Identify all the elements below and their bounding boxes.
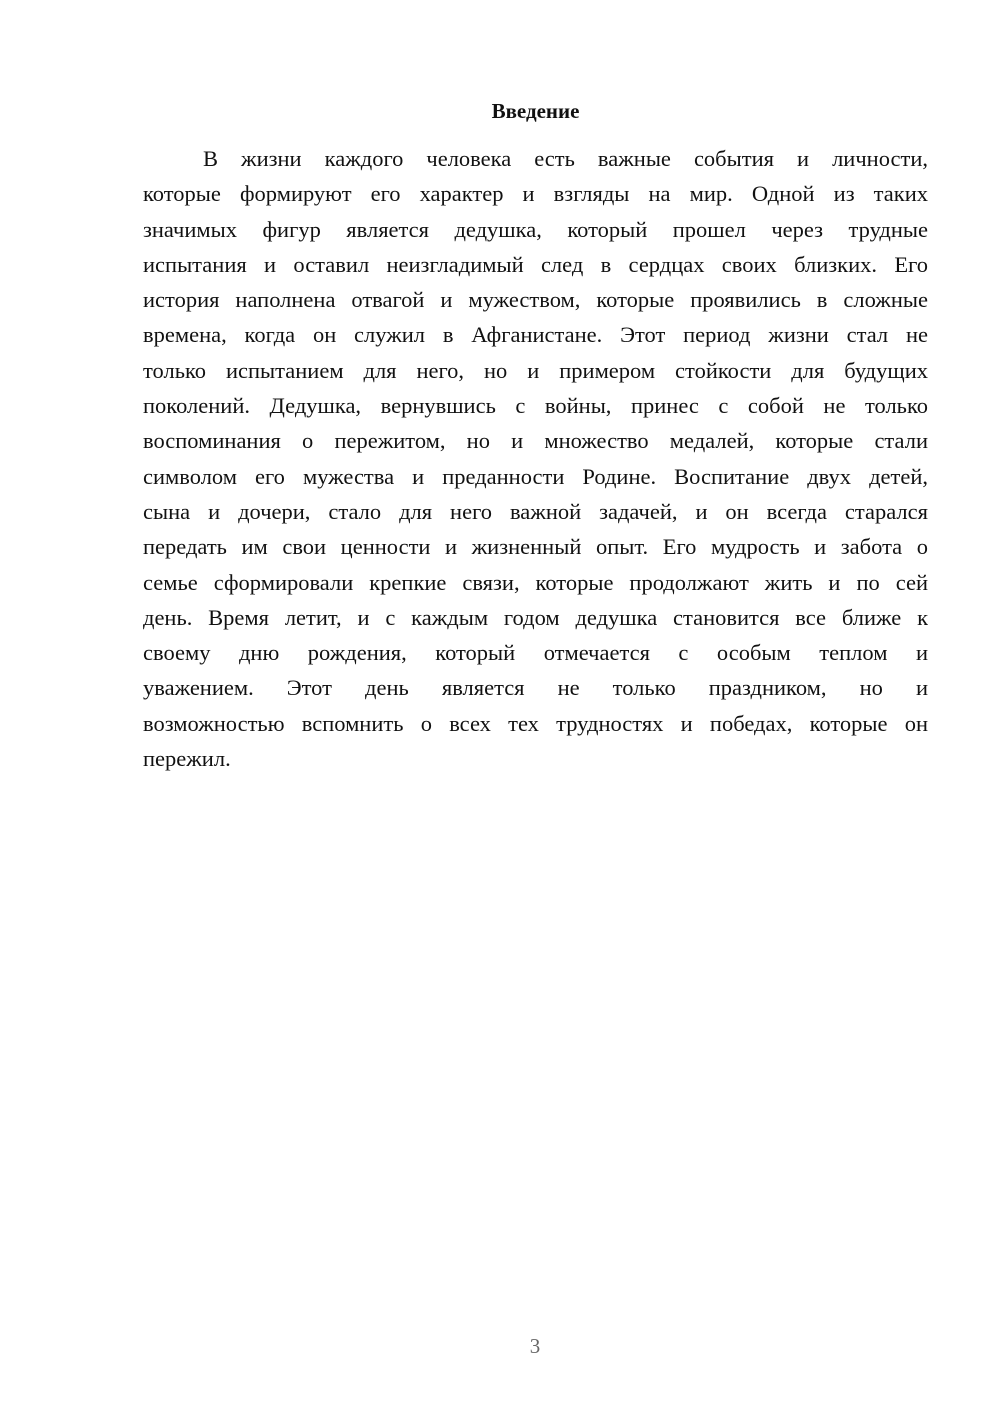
- paragraph-line: только испытанием для него, но и примером стойкости для будущих: [143, 357, 928, 383]
- paragraph-line: которые формируют его характер и взгляды на мир. Одной из таких: [143, 181, 928, 207]
- paragraph-line: сына и дочери, стало для него важной задачей, и он всегда старался: [143, 498, 928, 524]
- intro-paragraph: [143, 141, 928, 776]
- section-heading: Введение: [491, 99, 580, 123]
- paragraph-line: уважением. Этот день является не только праздником, но и: [143, 675, 928, 701]
- paragraph-line: поколений. Дедушка, вернувшись с войны, принес с собой не только: [143, 393, 928, 419]
- paragraph-line: пережил.: [143, 746, 231, 772]
- paragraph-line: день. Время летит, и с каждым годом дедушка становится все ближе к: [143, 604, 928, 630]
- paragraph-line: семье сформировали крепкие связи, которые продолжают жить и по сей: [143, 569, 928, 595]
- paragraph-line: история наполнена отвагой и мужеством, которые проявились в сложные: [143, 287, 928, 313]
- paragraph-line: передать им свои ценности и жизненный опыт. Его мудрость и забота о: [143, 534, 928, 560]
- paragraph-line: испытания и оставил неизгладимый след в сердцах своих близких. Его: [143, 251, 928, 277]
- paragraph-line: В жизни каждого человека есть важные события и личности,: [203, 146, 928, 171]
- paragraph-line: возможностью вспомнить о всех тех трудностях и победах, которые он: [143, 710, 928, 736]
- paragraph-line: своему дню рождения, который отмечается с особым теплом и: [143, 640, 928, 666]
- paragraph-line: воспоминания о пережитом, но и множество медалей, которые стали: [143, 428, 928, 454]
- paragraph-line: значимых фигур является дедушка, который прошел через трудные: [143, 216, 928, 242]
- paragraph-line: времена, когда он служил в Афганистане. Этот период жизни стал не: [143, 322, 928, 348]
- page-number: 3: [529, 1334, 541, 1358]
- paragraph-line: символом его мужества и преданности Родине. Воспитание двух детей,: [143, 463, 928, 489]
